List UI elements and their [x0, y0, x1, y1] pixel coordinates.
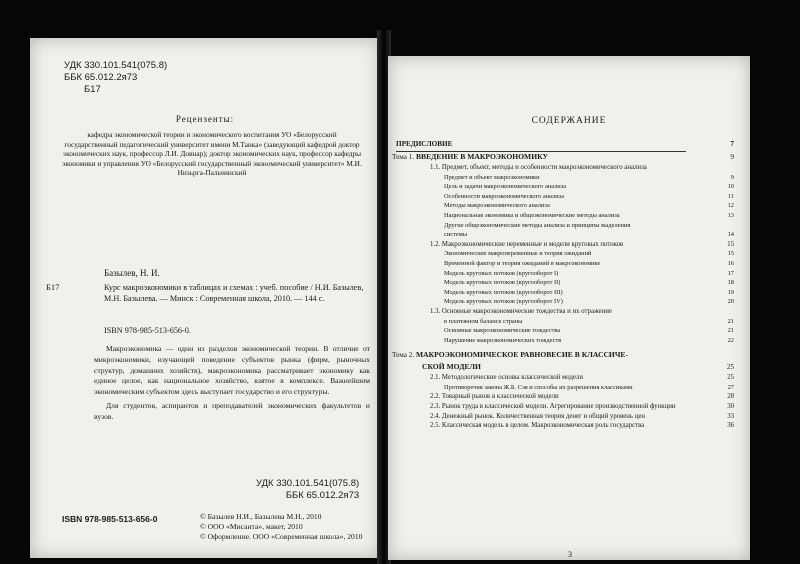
toc-entry-title: 2.5. Классическая модель в целом. Макроэкономическая роль государства — [430, 422, 645, 430]
toc-entry-title: 2.3. Рынок труда в классической модели. Агрегирование производственной функции — [430, 403, 676, 411]
bbk-code: ББК 65.012.2я73 — [64, 72, 138, 83]
toc-entry-page: 30 — [727, 403, 734, 411]
toc-entry-page: 18 — [727, 279, 734, 287]
author-sign-side: Б17 — [46, 282, 60, 292]
toc-entry-page: 21 — [727, 327, 734, 335]
toc-entry-title: Предмет и объект макроэкономики — [444, 173, 540, 181]
page-number: 3 — [568, 550, 572, 559]
toc-entry-title: Цель и задачи макроэкономического анализа — [444, 183, 567, 191]
toc-entry-page: 19 — [727, 288, 734, 296]
toc-entry-page: 7 — [730, 140, 734, 148]
contents-page — [388, 56, 750, 560]
udk-code: УДК 330.101.541(075.8) — [64, 60, 168, 71]
toc-entry-page: 12 — [727, 202, 734, 210]
toc-entry — [392, 412, 734, 422]
classification-block-bottom — [256, 478, 359, 502]
udk-code-bottom: УДК 330.101.541(075.8) — [256, 478, 360, 489]
toc-entry-title: Экономические макропеременные и теория ожиданий — [444, 250, 592, 258]
reviewers-title: Рецензенты: — [175, 114, 235, 124]
toc-entry-title: 1.2. Макроэкономические переменные и модели круговых потоков — [430, 240, 624, 248]
copyright-line: © Оформление. ООО «Современная школа», 2010 — [200, 531, 363, 541]
toc-entry-page: 21 — [727, 317, 734, 325]
toc-topic-number: Тема 2. — [392, 351, 415, 360]
toc-entry-title: Противоречия закона Ж.Б. Сэя и способы их разрешения классиками — [444, 383, 633, 391]
toc-entry — [392, 182, 734, 192]
toc-entry-page: 9 — [730, 153, 734, 161]
toc-entry-page: 11 — [727, 192, 734, 200]
toc-entry-title: Нарушение макроэкономических тождеств — [444, 336, 562, 344]
annotation-paragraph: Макроэкономика — одни из разделов экономической теории. В отличие от микроэкономики, изучающей поведение субъектов рынка (фирм, рыночных структур, домашних хозяйств), макроэкономика рассматривает экономику как единое целое, как национальное хозяйство, взятое в комплексе. Важнейшим экономическим субъектом здесь выступает государство и его структуры. — [94, 344, 370, 397]
toc-entry-page: 17 — [727, 269, 734, 277]
toc-topic-number: Тема 1. — [392, 153, 415, 161]
toc-entry — [392, 317, 734, 327]
toc-entry — [392, 402, 734, 412]
toc-entry-title: Особенности макроэкономического анализа — [444, 192, 564, 200]
toc-entry — [392, 288, 734, 298]
toc-entry-title — [392, 151, 702, 163]
toc-entry — [392, 201, 734, 211]
toc-entry — [392, 192, 734, 202]
toc-entry — [392, 269, 734, 279]
toc-entry — [392, 297, 734, 307]
toc-entry — [392, 326, 734, 336]
toc-entry — [392, 336, 734, 346]
toc-entry — [392, 307, 734, 317]
toc-entry — [392, 163, 734, 173]
toc-entry-title: в платежном балансе страны — [444, 317, 523, 325]
toc-entry-title: Основные макроэкономические тождества — [444, 327, 561, 335]
toc-entry-title: системы — [444, 231, 468, 239]
toc-topic-title: СКОЙ МОДЕЛИ — [422, 362, 481, 372]
toc-entry — [392, 383, 734, 393]
toc-entry-title: ПРЕДИСЛОВИЕ — [396, 138, 686, 152]
toc-entry-page: 27 — [727, 383, 734, 391]
toc-entry — [392, 240, 734, 250]
toc-entry-title: Временной фактор и теория ожиданий в макроэкономике — [444, 259, 601, 267]
toc-entry — [392, 173, 734, 183]
annotation — [94, 344, 370, 426]
toc-entry-title: 1.1. Предмет, объект, методы и особенности макроэкономического анализа — [430, 164, 647, 171]
toc-entry-title — [422, 361, 732, 373]
toc-entry-page: 20 — [727, 298, 734, 306]
toc-entry — [392, 349, 734, 361]
toc-entry-title — [392, 349, 702, 361]
copyright-line: © Базылев Н.И., Базылева М.Н., 2010 — [200, 512, 322, 521]
toc-entry-page: 15 — [727, 250, 734, 258]
toc-entry — [392, 259, 734, 269]
annotation-audience: Для студентов, аспирантов и преподавателей экономических факультетов и вузов. — [94, 400, 370, 421]
imprint-page — [30, 38, 380, 558]
classification-block-top — [64, 60, 167, 96]
isbn-line: ISBN 978-985-513-656-0. — [104, 326, 191, 335]
toc-entry — [392, 278, 734, 288]
toc-entry-title: Модель круговых потоков (кругооборот III) — [444, 288, 563, 296]
toc-entry — [392, 230, 734, 240]
toc-entry — [392, 249, 734, 259]
book-author: Базылев, Н. И. — [104, 268, 160, 278]
toc-entry-title: Модель круговых потоков (кругооборот I) — [444, 269, 559, 277]
toc-entry — [392, 211, 734, 221]
toc-entry-page: 10 — [727, 183, 734, 191]
toc-entry — [392, 392, 734, 402]
toc-entry-title: 2.2. Товарный рынок в классической модели — [430, 393, 559, 401]
table-of-contents — [392, 138, 734, 431]
isbn-bottom: ISBN 978-985-513-656-0 — [62, 514, 158, 524]
toc-entry-title: 1.3. Основные макроэкономические тождества и их отражение — [430, 307, 612, 315]
toc-entry-title: Модель круговых потоков (кругооборот IV) — [444, 298, 563, 306]
toc-topic-title: МАКРОЭКОНОМИЧЕСКОЕ РАВНОВЕСИЕ В КЛАССИЧЕ- — [415, 350, 628, 360]
toc-topic-title: ВВЕДЕНИЕ В МАКРОЭКОНОМИКУ — [415, 152, 549, 161]
toc-entry-page: 36 — [727, 422, 734, 430]
toc-entry-title: Методы макроэкономического анализа — [444, 202, 550, 210]
toc-entry-title: 2.4. Денежный рынок. Количественная теория денег и общий уровень цен — [430, 412, 646, 420]
toc-entry — [392, 373, 734, 383]
toc-entry-page: 22 — [727, 336, 734, 344]
toc-entry-page: 25 — [727, 374, 734, 382]
copyright-block — [200, 512, 370, 541]
toc-entry-page: 28 — [727, 393, 734, 401]
toc-entry — [392, 421, 734, 431]
author-sign-code: Б17 — [84, 84, 101, 95]
bbk-code-bottom: ББК 65.012.2я73 — [285, 490, 360, 501]
toc-entry-title: Национальная экономика и общеэкономические методы анализа — [444, 211, 620, 219]
toc-entry — [392, 221, 734, 231]
copyright-line: © ООО «Мисанта», макет, 2010 — [200, 521, 303, 531]
toc-entry-page: 25 — [726, 363, 734, 372]
toc-entry — [392, 361, 734, 373]
bibliographic-description: Курс макроэкономики в таблицах и схемах : учеб. пособие / Н.И. Базылев, М.Н. Базылева. — Минск : Современная школа, 2010. — 144 с. — [104, 283, 364, 303]
toc-entry-page: 16 — [727, 259, 734, 267]
contents-title: СОДЕРЖАНИЕ — [531, 116, 607, 126]
toc-entry-page: 15 — [727, 240, 734, 248]
toc-entry-page: 14 — [727, 231, 734, 239]
toc-entry-page: 13 — [727, 211, 734, 219]
toc-entry — [392, 151, 734, 163]
toc-entry — [392, 138, 734, 151]
toc-entry-page: 33 — [727, 412, 734, 420]
toc-entry-page: 9 — [730, 173, 734, 181]
toc-entry-title: 2.1. Методологические основы классической модели — [430, 374, 584, 382]
toc-entry-title: Другие общеэкономические методы анализа и принципы выделения — [444, 221, 631, 229]
reviewers-text: кафедра экономической теории и экономического воспитания УО «Белорусский государственный педагогический университет имени М.Танка» (заведующий кафедрой доктор экономических наук, профессор Л.И. Довнар); доктор экономических наук, профессор кафедры экономики и управления УО «Белорусский государственный экономический университет» М.И. Низьрга-Пальчинский — [62, 130, 362, 178]
toc-entry-title: Модель круговых потоков (кругооборот II) — [444, 279, 561, 287]
